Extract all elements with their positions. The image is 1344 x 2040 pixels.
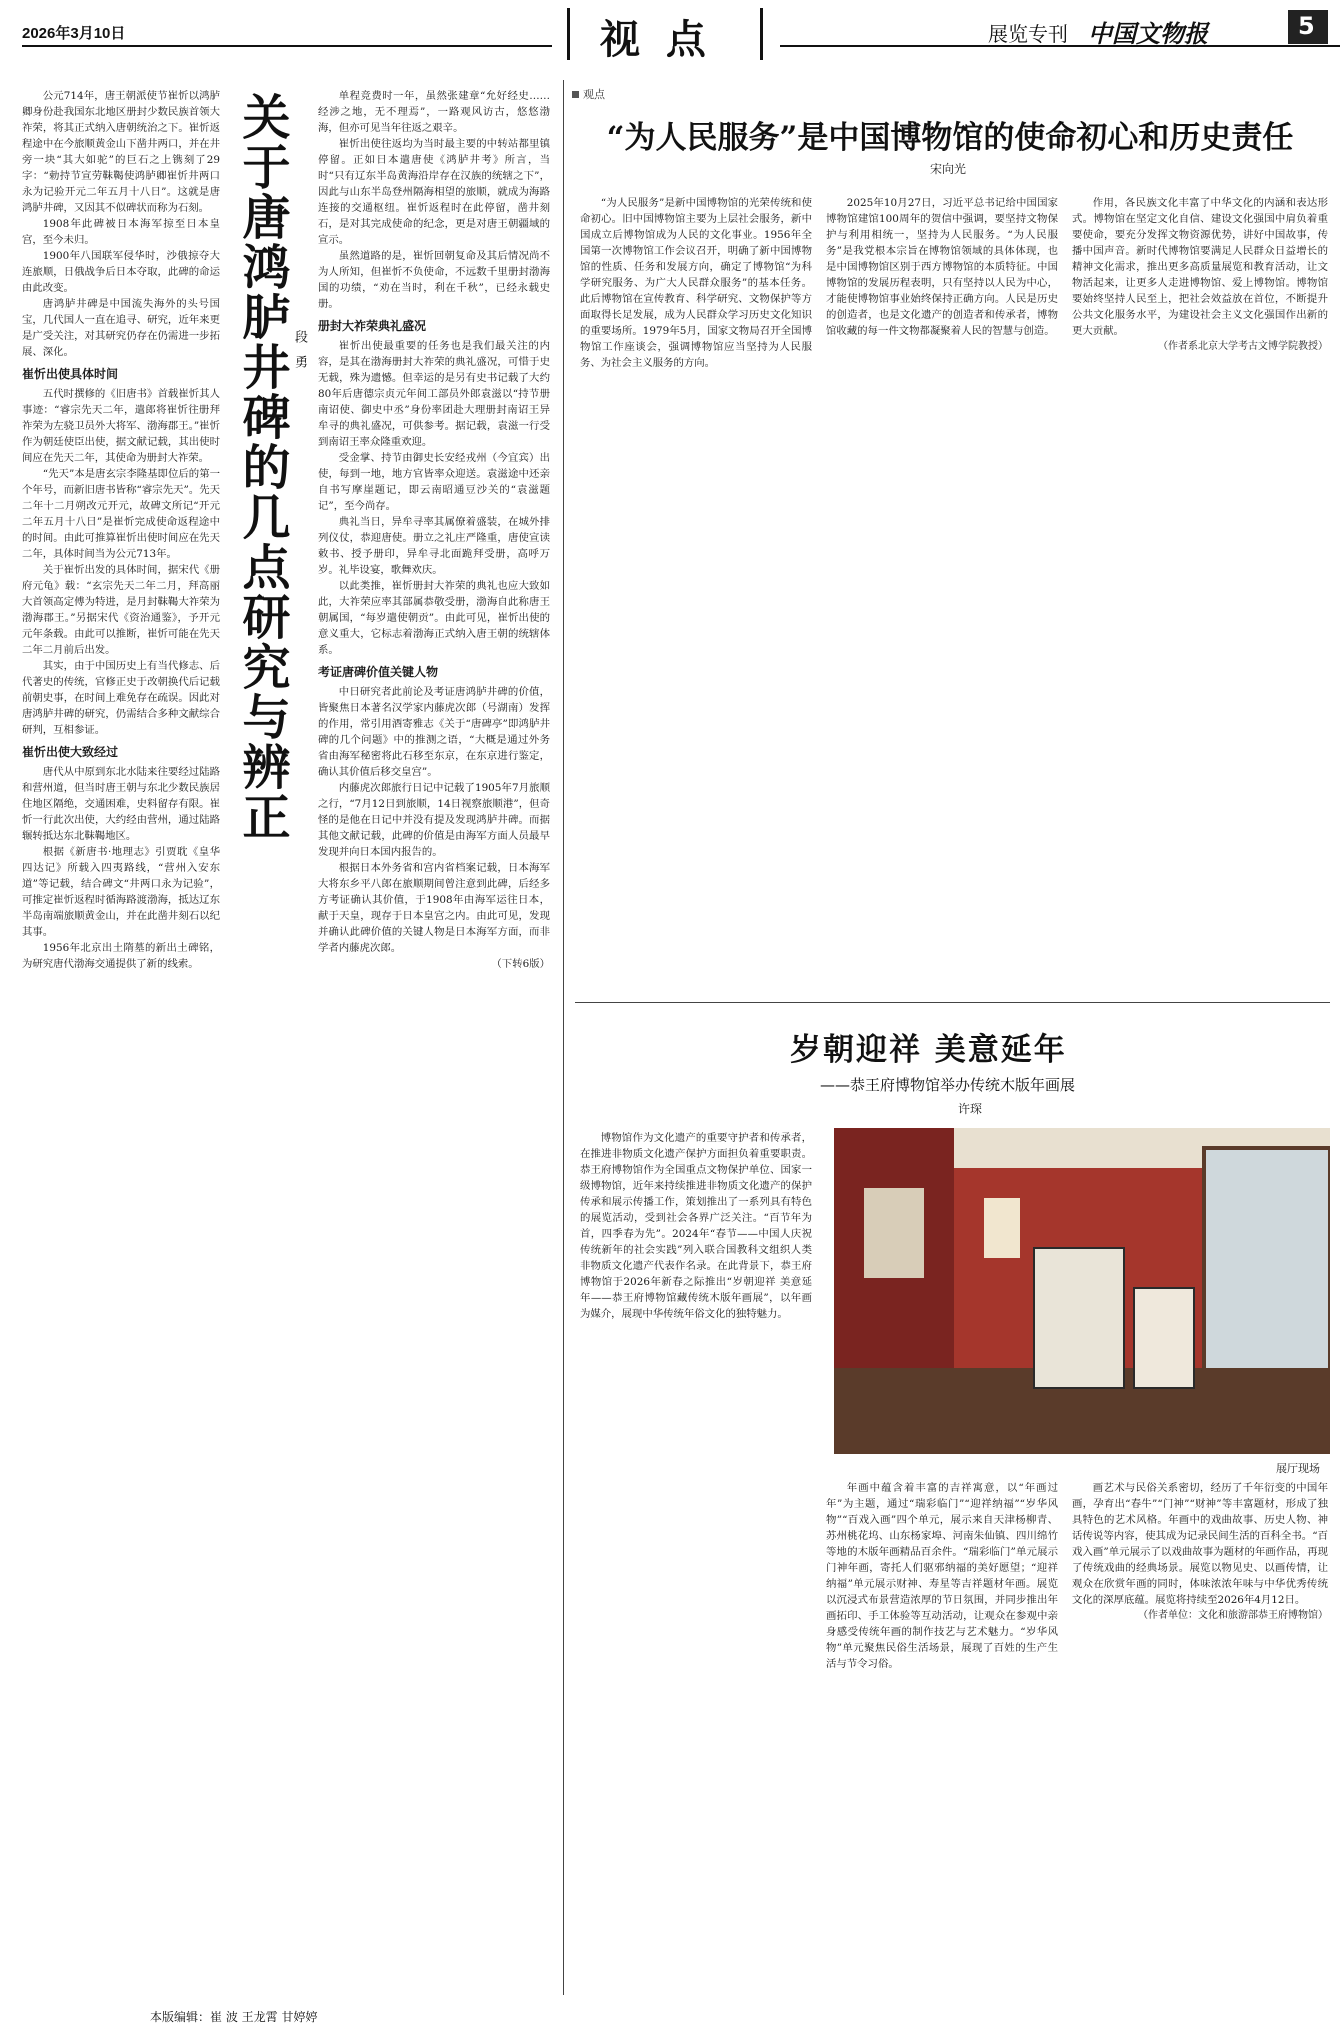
paragraph: 其实，由于中国历史上有当代修志、后代著史的传统，官修正史于改朝换代后记载前朝史事，在时间上难免存在疏误。因此对唐鸿胪井碑的研究，仍需结合多种文献综合研判，互相参证。: [22, 660, 220, 736]
paragraph: 崔忻出使最重要的任务也是我们最关注的内容，是其在渤海册封大祚荣的典礼盛况，可惜于史无载，殊为遗憾。但幸运的是另有史书记载了大约80年后唐德宗贞元年间工部员外郎袁滋以“持节册南诏使、御史中丞”身份率团赴大理册封南诏王异牟寻的典礼盛况，可供参考。据记载，袁滋一行受到南诏王率众隆重欢迎。: [318, 340, 550, 448]
paragraph: 2025年10月27日，习近平总书记给中国国家博物馆建馆100周年的贺信中强调，要坚持文物保护与利用相统一，坚持为人民服务。“为人民服务”是我党根本宗旨在博物馆领域的具体体现，也是中国博物馆区别于西方博物馆的本质特征。中国博物馆的发展历程表明，只有坚持以人民为中心，才能使博物馆事业始终保持正确方向。人民是历史的创造者，也是文化遗产的创造者和传承者，博物馆收藏的每一件文物都凝聚着人民的智慧与创造。: [826, 197, 1058, 337]
right-top-title: “为人民服务”是中国博物馆的使命初心和历史责任: [606, 120, 1294, 156]
subheading: 崔忻出使大致经过: [22, 745, 119, 759]
paragraph: 单程竞费时一年，虽然张建章“允好经史……经涉之地，无不理焉”，一路观风访古，悠悠渤海，但亦可见当年往返之艰辛。: [318, 90, 550, 134]
photo-display-case-2: [1134, 1288, 1194, 1388]
editors-credit: 本版编辑：崔 波 王龙霄 甘婷婷: [150, 2010, 318, 2024]
section-tag-label: 观点: [583, 88, 605, 101]
right-bottom-author: 许琛: [958, 1102, 983, 1116]
paper-name: 中国文物报: [1088, 19, 1208, 48]
paragraph: 根据《新唐书·地理志》引贾耽《皇华四达记》所载入四夷路线，“营州入安东道”等记载，结合碑文“井两口永为记验”，可推定崔忻返程时循海路渡渤海，抵达辽东半岛南端旅顺黄金山，并在此凿井刻石以纪其事。: [22, 846, 220, 938]
right-top-col1: [580, 195, 812, 995]
issue-date: 2026年3月10日: [22, 25, 126, 42]
right-top-col2: [826, 195, 1058, 995]
paragraph: 年画中蕴含着丰富的吉祥寓意，以“年画过年”为主题，通过“瑞彩临门”“迎祥纳福”“岁华风物”“百戏入画”四个单元，展示来自天津杨柳青、苏州桃花坞、山东杨家埠、河南朱仙镇、四川绵竹等地的木版年画精品百余件。“瑞彩临门”单元展示门神年画，寄托人们驱邪纳福的美好愿望；“迎祥纳福”单元展示财神、寿星等吉祥题材年画。展览以沉浸式布景营造浓厚的节日氛围，并同步推出年画拓印、手工体验等互动活动，让观众在参观中亲身感受传统年画的制作技艺与艺术魅力。“岁华风物”单元聚焦民俗生活场景，展现了百姓的生产生活与节令习俗。: [826, 1482, 1058, 1670]
paragraph: 1900年八国联军侵华时，沙俄掠夺大连旅顺，日俄战争后日本夺取，此碑的命运由此改变。: [22, 250, 220, 294]
masthead: [0, 0, 1344, 62]
left-article-title: 关于唐鸿胪井碑的几点研究与辨正: [234, 92, 290, 842]
right-bottom-col1: [580, 1130, 812, 1990]
paragraph: 唐鸿胪井碑是中国流失海外的头号国宝，几代国人一直在追寻、研究，近年来更是广受关注，对其研究仍存在仍需进一步拓展、深化。: [22, 298, 220, 358]
right-top-author: 宋向光: [930, 162, 967, 176]
left-article-col2: [318, 88, 550, 1988]
right-bottom-col3: [1072, 1480, 1328, 1990]
paragraph: 公元714年，唐王朝派使节崔忻以鸿胪卿身份赴我国东北地区册封少数民族首领大祚荣，将其正式纳入唐朝统治之下。崔忻返程途中在今旅顺黄金山下凿井两口，并在井旁一块“其大如驼”的巨石之上镌刻了29字：“勅持节宣劳靺鞨使鸿胪卿崔忻井两口永为记验开元二年五月十八日”。这就是唐鸿胪井碑，又因其不似碑状而称为石刻。: [22, 90, 220, 214]
page-number: 5: [1298, 12, 1315, 40]
paragraph: “为人民服务”是新中国博物馆的光荣传统和使命初心。旧中国博物馆主要为上层社会服务，新中国成立后博物馆成为人民的文化事业。1956年全国第一次博物馆工作会议召开，明确了新中国博物馆的性质、任务和发展方向，确定了博物馆“为科学研究服务、为广大人民群众服务”的基本任务。此后博物馆在宣传教育、科学研究、文物保护等方面取得长足发展，成为人民群众学习历史文化知识的重要场所。1979年5月，国家文物局召开全国博物馆工作座谈会，强调博物馆应当坚持为人民服务、为社会主义服务的方向。: [580, 197, 812, 369]
photo-display-case: [1034, 1248, 1124, 1388]
paragraph: 根据日本外务省和宫内省档案记载，日本海军大将东乡平八郎在旅顺期间曾注意到此碑，后经多方考证确认其价值，于1908年由海军运往日本，献于天皇，现存于日本皇宫之内。由此可见，发现并确认此碑价值的关键人物是日本海军方面，而非学者内藤虎次郎。: [318, 862, 550, 954]
paragraph: 中日研究者此前论及考证唐鸿胪井碑的价值，皆聚焦日本著名汉学家内藤虎次郎（号湖南）发挥的作用，常引用酒寄雅志《关于“唐碑亭”即鸿胪井碑的几个问题》中的推测之语，“大概是通过外务省由海军秘密将此石移至东京，在东京进行鉴定，确认其价值后移交皇宫”。: [318, 686, 550, 778]
right-top-col3: [1072, 195, 1328, 995]
article-separator: [575, 1002, 1330, 1003]
paragraph: 博物馆作为文化遗产的重要守护者和传承者，在推进非物质文化遗产保护方面担负着重要职责。恭王府博物馆作为全国重点文物保护单位、国家一级博物馆，近年来持续推进非物质文化遗产的保护传承和展示传播工作，策划推出了一系列具有特色的展览活动，受到社会各界广泛关注。“百节年为首，四季春为先”。2024年“春节——中国人庆祝传统新年的社会实践”列入联合国教科文组织人类非物质文化遗产代表作名录。在此背景下，恭王府博物馆于2026年新春之际推出“岁朝迎祥 美意延年——恭王府博物馆藏传统木版年画展”，以年画为媒介，展现中华传统年俗文化的独特魅力。: [580, 1132, 812, 1320]
special-edition-label: 展览专刊: [988, 22, 1068, 46]
author-note: （作者系北京大学考古文博学院教授）: [1158, 341, 1328, 352]
paragraph: “先天”本是唐玄宗李隆基即位后的第一个年号，而新旧唐书皆称“睿宗先天”。先天二年十二月朔改元开元，故碑文所记“开元二年五月十八日”是崔忻完成使命返程途中的时间。由此可推算崔忻出使时间应在先天二年，具体时间当为公元713年。: [22, 468, 220, 560]
paragraph: 五代时撰修的《旧唐书》首载崔忻其人事迹：“睿宗先天二年，遣郎将崔忻往册拜祚荣为左骁卫员外大将军、渤海郡王。”崔忻作为朝廷使臣出使，据文献记载，其出使时间应在先天二年，其使命为册封大祚荣。: [22, 388, 220, 464]
paragraph: 以此类推，崔忻册封大祚荣的典礼也应大致如此，大祚荣应率其部属恭敬受册，渤海自此称唐王朝属国，“每岁遣使朝贡”。由此可见，崔忻出使的意义重大，它标志着渤海正式纳入唐王朝的统辖体系。: [318, 580, 550, 656]
photo-caption: 展厅现场: [1276, 1462, 1320, 1475]
paragraph: 画艺术与民俗关系密切，经历了千年衍变的中国年画，孕育出“春牛”“门神”“财神”等丰富题材，形成了独具特色的艺术风格。年画中的戏曲故事、历史人物、神话传说等内容，使其成为记录民间生活的百科全书。“百戏入画”单元展示了以戏曲故事为题材的年画作品，再现了传统戏曲的经典场景。展览以物见史、以画传情，让观众在欣赏年画的同时，体味浓浓年味与中华优秀传统文化的深厚底蕴。展览将持续至2026年4月12日。: [1072, 1482, 1328, 1606]
subheading: 崔忻出使具体时间: [22, 367, 119, 381]
right-bottom-col2: [826, 1480, 1058, 1990]
section-tag: [572, 86, 605, 102]
photo-right-window: [1204, 1148, 1330, 1378]
continued-note: （下转6版）: [491, 958, 550, 970]
section-divider-left: [567, 8, 570, 60]
paragraph: 唐代从中原到东北水陆来往要经过陆路和营州道，但当时唐王朝与东北少数民族居住地区隔绝，交通困难，史料留存有限。崔忻一行此次出使，大约经由营州，通过陆路辗转抵达东北靺鞨地区。: [22, 766, 220, 842]
paragraph: 崔忻出使往返均为当时最主要的中转站都里镇停留。正如日本遣唐使《鸿胪井考》所言，当时“只有辽东半岛黄海沿岸存在汉族的统辖之下”，因此与山东半岛登州隔海相望的旅顺，就成为海路连接的交通枢纽。崔忻返程时在此停留，凿井刻石，是对其完成使命的纪念，更是对唐王朝疆域的宣示。: [318, 138, 550, 246]
paragraph: 关于崔忻出发的具体时间，据宋代《册府元龟》载：“玄宗先天二年二月，拜高丽大首领高定傅为特进，是月封靺鞨大祚荣为渤海郡王。”另据宋代《资治通鉴》，予开元元年条载。由此可以推断，崔忻可能在先天二年二月前后出发。: [22, 564, 220, 656]
paragraph: 虽然道路的是，崔忻回朝复命及其后情况尚不为人所知，但崔忻不负使命，不远数千里册封渤海国的功绩，“劝在当时，利在千秋”，已经永载史册。: [318, 250, 550, 310]
exhibition-hall-image: [834, 1128, 1330, 1454]
paragraph: 作用，各民族文化丰富了中华文化的内涵和表达形式。博物馆在坚定文化自信、建设文化强国中肩负着重要使命，要充分发挥文物资源优势，讲好中国故事，传播中国声音。新时代博物馆要满足人民群众日益增长的精神文化需求，推出更多高质量展览和教育活动，让文物活起来，让更多人走进博物馆、爱上博物馆。博物馆要始终坚持人民至上，把社会效益放在首位，不断提升公共文化服务水平，为建设社会主义文化强国作出新的更大贡献。: [1072, 197, 1328, 337]
author-note: （作者单位：文化和旅游部恭王府博物馆）: [1138, 1610, 1328, 1621]
subheading: 考证唐碑价值关键人物: [318, 665, 439, 679]
paragraph: 受金掌、持节由御史长安经戎州（今宜宾）出使，每到一地，地方官皆率众迎送。袁滋途中还亲自书写摩崖题记，即云南昭通豆沙关的“袁滋题记”，至今尚存。: [318, 452, 550, 512]
subheading: 册封大祚荣典礼盛况: [318, 319, 427, 333]
page-center-divider: [563, 80, 564, 1995]
section-title: 视 点: [600, 17, 712, 63]
right-bottom-title: 岁朝迎祥 美意延年: [790, 1032, 1067, 1068]
section-divider-right: [760, 8, 763, 60]
tag-square-icon: [572, 91, 579, 98]
left-article-author: 段 勇: [292, 330, 307, 373]
left-article-col1: [22, 88, 220, 1988]
right-bottom-subtitle: ——恭王府博物馆举办传统木版年画展: [820, 1076, 1076, 1094]
exhibition-photo: [834, 1128, 1330, 1454]
paragraph: 1908年此碑被日本海军掠至日本皇宫，至今未归。: [22, 218, 220, 246]
paragraph: 典礼当日，异牟寻率其属僚着盛装，在城外排列仪仗，恭迎唐使。册立之礼庄严隆重，唐使宣读敕书、授予册印，异牟寻北面跪拜受册，高呼万岁。礼毕设宴，歌舞欢庆。: [318, 516, 550, 576]
date-underline: [22, 45, 552, 47]
photo-hanging-print-2: [864, 1188, 924, 1278]
photo-hanging-print: [984, 1198, 1020, 1258]
paragraph: 1956年北京出土隋墓的新出土碑铭，为研究唐代渤海交通提供了新的线索。: [22, 942, 220, 970]
paragraph: 内藤虎次郎旅行日记中记载了1905年7月旅顺之行，“7月12日到旅顺，14日视察旅顺港”，但奇怪的是他在日记中并没有提及发现鸿胪井碑。而据其他文献记载，此碑的价值是由海军方面人员最早发现并向日本国内报告的。: [318, 782, 550, 858]
